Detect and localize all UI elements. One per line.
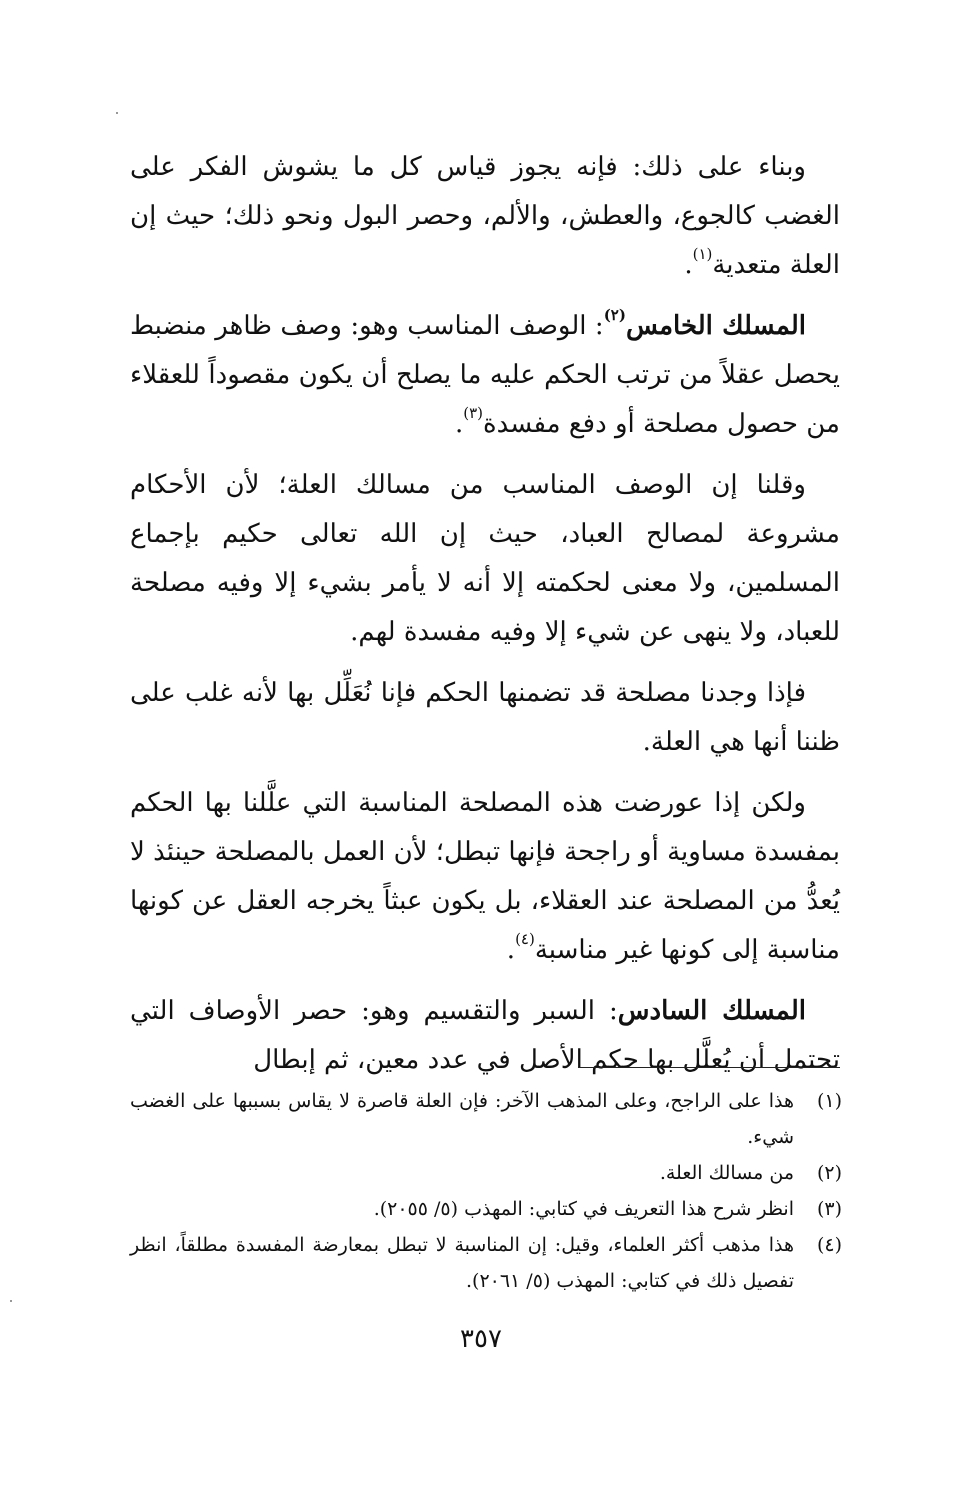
section-heading: المسلك السادس — [617, 996, 806, 1026]
paragraph-end: . — [684, 250, 693, 280]
paragraph-text: ولكن إذا عورضت هذه المصلحة المناسبة التي علَّلنا بها الحكم بمفسدة مساوية أو راجحة فإنها تبطل؛ لأن العمل بالمصلحة حينئذ لا يُعدُّ من المصلحة عند العقلاء، بل يكون عبثاً يخرجه العقل عن كونها مناسبة إلى كونها غير مناسبة — [130, 788, 840, 965]
paragraph-text: فإذا وجدنا مصلحة قد تضمنها الحكم فإنا نُعَلِّل بها لأنه غلب على ظننا أنها هي العلة. — [130, 678, 840, 757]
paragraph — [130, 302, 840, 449]
footnote-text: هذا مذهب أكثر العلماء، وقيل: إن المناسبة لا تبطل بمعارضة المفسدة مطلقاً، انظر تفصيل ذلك في كتابي: المهذب (٥/ ٢٠٦١). — [130, 1234, 794, 1292]
footnote-number: (٢) — [816, 1162, 842, 1184]
footnote-text: انظر شرح هذا التعريف في كتابي: المهذب (٥/ ٢٠٥٥). — [373, 1198, 794, 1220]
paragraph-text: وبناء على ذلك: فإنه يجوز قياس كل ما يشوش الفكر على الغضب كالجوع، والعطش، والألم، وحصر البول ونحو ذلك؛ حيث إن العلة متعدية — [130, 152, 840, 280]
paragraph-end: . — [454, 409, 464, 439]
footnote — [130, 1155, 842, 1191]
footnote — [130, 1191, 842, 1227]
paragraph-text: : الوصف المناسب وهو: وصف ظاهر منضبط يحصل عقلاً من ترتب الحكم عليه ما يصلح أن يكون مقصوداً للعقلاء من حصول مصلحة أو دفع مفسدة — [130, 311, 840, 439]
footnote-text: من مسالك العلة. — [659, 1162, 794, 1184]
paragraph — [130, 779, 840, 975]
footnote-ref: (١) — [692, 245, 713, 264]
scan-speck — [10, 1300, 12, 1302]
section-heading: المسلك الخامس — [625, 311, 806, 341]
footnote-separator — [578, 1067, 840, 1068]
paragraph — [130, 987, 840, 1085]
paragraph-text: وقلنا إن الوصف المناسب من مسالك العلة؛ لأن الأحكام مشروعة لمصالح العباد، حيث إن الله تعالى حكيم بإجماع المسلمين، ولا معنى لحكمته إلا أنه لا يأمر بشيء إلا وفيه مصلحة للعباد، ولا ينهى عن شيء إلا وفيه مفسدة لهم. — [130, 470, 840, 647]
footnotes — [130, 1083, 842, 1299]
footnote-ref: (٤) — [515, 930, 535, 949]
footnote-ref: (٢) — [603, 306, 626, 325]
footnote-ref: (٣) — [463, 404, 484, 423]
paragraph — [130, 669, 840, 767]
footnote-number: (٣) — [816, 1198, 842, 1220]
paragraph — [130, 461, 840, 657]
paragraph-text: : السبر والتقسيم وهو: حصر الأوصاف التي تحتمل أن يُعلَّل بها حكم الأصل في عدد معين، ثم إبطال — [130, 996, 840, 1075]
main-text — [130, 143, 840, 1097]
footnote-number: (٤) — [816, 1234, 842, 1256]
footnote — [130, 1083, 842, 1155]
footnote-number: (١) — [816, 1090, 842, 1112]
scan-speck — [116, 112, 118, 114]
page-number: ٣٥٧ — [460, 1324, 502, 1354]
footnote — [130, 1227, 842, 1299]
footnote-text: هذا على الراجح، وعلى المذهب الآخر: فإن العلة قاصرة لا يقاس بسببها على الغضب شيء. — [130, 1090, 794, 1148]
paragraph — [130, 143, 840, 290]
paragraph-end: . — [506, 935, 516, 965]
